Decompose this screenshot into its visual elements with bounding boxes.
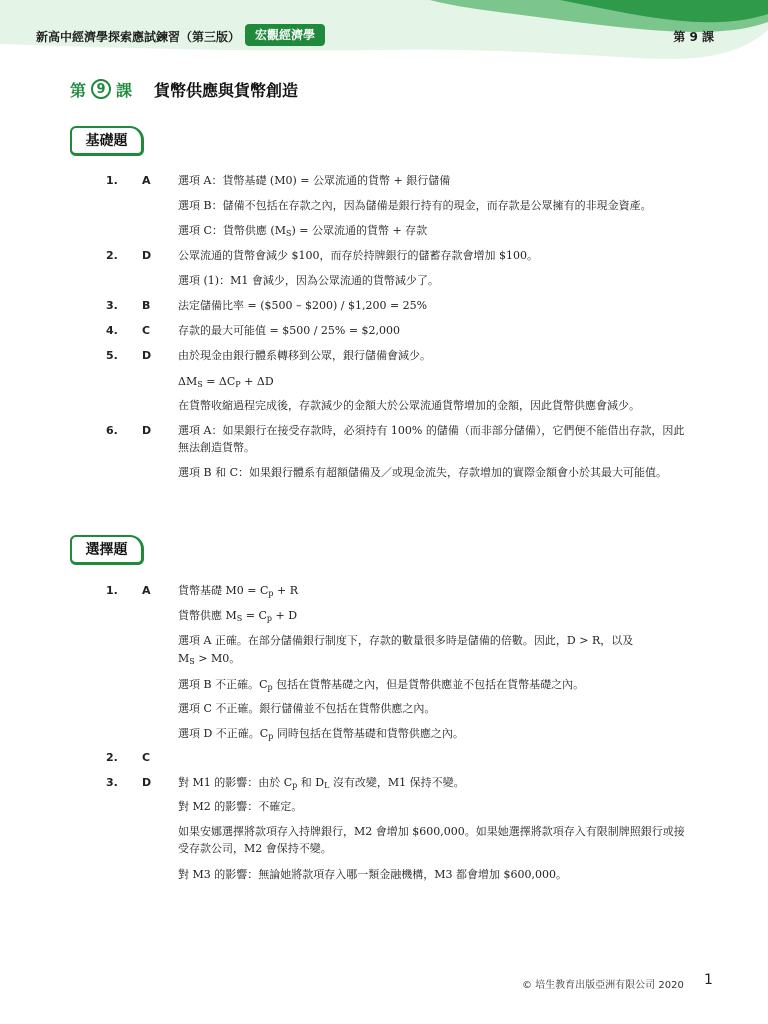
explanation-line: 選項 A：貨幣基礎 (M0) = 公眾流通的貨幣 + 銀行儲備: [178, 174, 451, 187]
lesson-suffix: 課: [116, 80, 133, 100]
question-number: 3.: [106, 299, 118, 312]
question-number: 6.: [106, 424, 118, 437]
page-number: 1: [704, 972, 713, 988]
answer-letter: A: [142, 174, 151, 187]
explanation-line: 對 M2 的影響：不確定。: [178, 800, 303, 813]
answer-letter: C: [142, 751, 151, 764]
footer-copyright: © 培生教育出版亞洲有限公司 2020: [522, 980, 684, 991]
explanation-line: 選項 B 不正確。$C_p$ 包括在貨幣基礎之內，但是貨幣供應並不包括在貨幣基礎之內。: [178, 678, 585, 692]
answer-letter: D: [142, 349, 152, 362]
explanation-line: 對 M1 的影響：由於 $C_p$ 和 $D_L$ 沒有改變，M1 保持不變。: [178, 776, 465, 790]
lesson-label: 第 9 課: [673, 30, 714, 44]
explanation-line: 在貨幣收縮過程完成後，存款減少的金額大於公眾流通貨幣增加的金額，因此貨幣供應會減少。: [178, 399, 640, 412]
explanation-line: 貨幣基礎 $M0 = C_p + R$: [178, 584, 299, 598]
question-number: 1.: [106, 174, 118, 187]
section-title-basic: 基礎題: [70, 126, 144, 156]
lesson-number: 9: [91, 79, 111, 99]
answer-letter: D: [142, 424, 152, 437]
equation-line: $\Delta M_S = \Delta C_P + \Delta D$: [178, 375, 274, 389]
explanation-line: 公眾流通的貨幣會減少 $100，而存於持牌銀行的儲蓄存款會增加 $100。: [178, 249, 538, 262]
explanation-line: 如果安娜選擇將款項存入持牌銀行，M2 會增加 $600,000。如果她選擇將款項存入有限制牌照銀行或接受存款公司，M2 會保持不變。: [178, 825, 685, 855]
explanation-line: 選項 (1)：M1 會減少，因為公眾流通的貨幣減少了。: [178, 274, 439, 287]
explanation-line: 選項 A 正確。在部分儲備銀行制度下，存款的數量很多時是儲備的倍數。因此，D > R，以及: [178, 634, 634, 647]
answer-letter: D: [142, 249, 152, 262]
question-number: 3.: [106, 776, 118, 789]
question-number: 1.: [106, 584, 118, 597]
explanation-line: 選項 A：如果銀行在接受存款時，必須持有 100% 的儲備（而非部分儲備），它們便不能借出存款，因此無法創造貨幣。: [178, 424, 685, 454]
explanation-line: 選項 C 不正確。銀行儲備並不包括在貨幣供應之內。: [178, 702, 436, 715]
lesson-prefix: 第: [70, 80, 87, 100]
explanation-line: 由於現金由銀行體系轉移到公眾，銀行儲備會減少。: [178, 349, 431, 362]
answer-letter: C: [142, 324, 151, 337]
explanation-line: 選項 C：貨幣供應 $(M_S)$ = 公眾流通的貨幣 + 存款: [178, 224, 428, 238]
explanation-line: 對 M3 的影響：無論她將款項存入哪一類金融機構，M3 都會增加 $600,000。: [178, 868, 567, 881]
explanation-line: 法定儲備比率 = ($500 – $200) / $1,200 = 25%: [178, 299, 428, 312]
explanation-line: $M_S > M0$。: [178, 652, 241, 666]
chapter-title: 貨幣供應與貨幣創造: [154, 80, 299, 100]
explanation-line: 選項 D 不正確。$C_p$ 同時包括在貨幣基礎和貨幣供應之內。: [178, 727, 464, 741]
question-number: 2.: [106, 249, 118, 262]
explanation-line: 貨幣供應 $M_S = C_p + D$: [178, 609, 298, 623]
explanation-line: 選項 B 和 C：如果銀行體系有超額儲備及／或現金流失，存款增加的實際金額會小於其最大可能值。: [178, 466, 667, 479]
lesson-heading: [70, 76, 298, 102]
section-title-mc: 選擇題: [70, 535, 144, 565]
question-number: 2.: [106, 751, 118, 764]
book-title: 新高中經濟學探索應試鍊習（第三版）: [36, 30, 241, 44]
question-number: 5.: [106, 349, 118, 362]
explanation-line: 選項 B：儲備不包括在存款之內，因為儲備是銀行持有的現金，而存款是公眾擁有的非現金資產。: [178, 199, 652, 212]
explanation-line: 存款的最大可能值 = $500 / 25% = $2,000: [178, 324, 401, 337]
question-number: 4.: [106, 324, 118, 337]
answer-letter: A: [142, 584, 151, 597]
answer-letter: D: [142, 776, 152, 789]
answer-letter: B: [142, 299, 151, 312]
topic-badge: 宏觀經濟學: [245, 24, 325, 46]
